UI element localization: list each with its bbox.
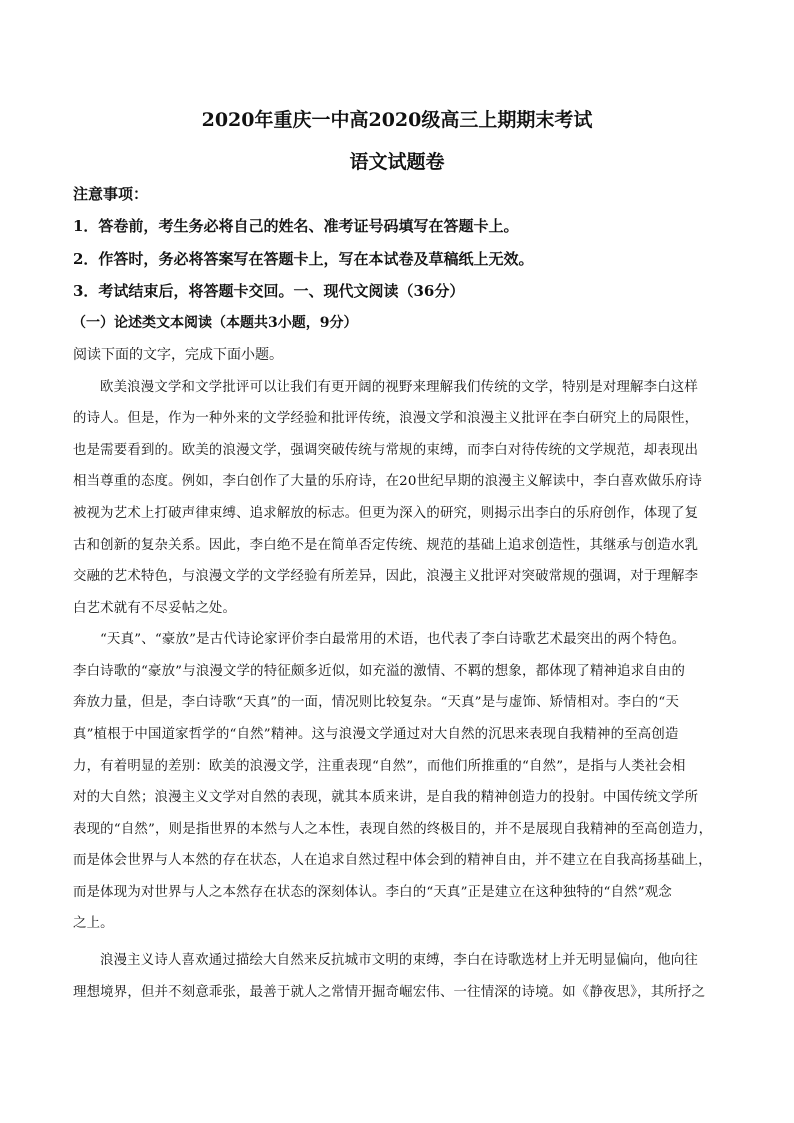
passage-line: 白艺术就有不尽妥帖之处。 — [73, 601, 237, 616]
exam-subtitle: 语文试题卷 — [349, 151, 445, 173]
notice-item-1: 1．答卷前，考生务必将自己的姓名、准考证号码填写在答题卡上。 — [73, 217, 519, 235]
passage-line: 浪漫主义诗人喜欢通过描绘大自然来反抗城市文明的束缚，李白在诗歌选材上并无明显偏向，他向往 — [100, 953, 698, 968]
notice-item-3: 3．考试结束后，将答题卡交回。一、现代文阅读（36分） — [73, 282, 465, 300]
reading-instruction: 阅读下面的文字，完成下面小题。 — [73, 347, 283, 363]
notice-heading: 注意事项： — [73, 185, 149, 203]
section-heading: （一）论述类文本阅读（本题共3小题，9分） — [72, 315, 358, 331]
passage-line: “天真”、“豪放”是古代诗论家评价李白最常用的术语，也代表了李白诗歌艺术最突出的两个特色。 — [100, 632, 686, 647]
passage-line: 而是体会世界与人本然的存在状态，人在追求自然过程中体会到的精神自由，并不建立在自我高扬基础上， — [73, 853, 712, 868]
passage-line: 而是体现为对世界与人之本然存在状态的深刻体认。李白的“天真”正是建立在这种独特的“自然”观念 — [73, 885, 672, 900]
passage-line: 也是需要看到的。欧美的浪漫文学，强调突破传统与常规的束缚，而李白对待传统的文学规范，却表现出 — [73, 443, 699, 458]
passage-line: 交融的艺术特色，与浪漫文学的文学经验有所差异，因此，浪漫主义批评对突破常规的强调，对于理解李 — [73, 569, 699, 584]
passage-line: 力，有着明显的差别：欧美的浪漫文学，注重表现“自然”，而他们所推重的“自然”，是指与人类社会相 — [73, 759, 686, 774]
passage-line: 李白诗歌的“豪放”与浪漫文学的特征颇多近似，如充溢的激情、不羁的想象，都体现了精神追求自由的 — [73, 664, 686, 679]
notice-item-2: 2．作答时，务必将答案写在答题卡上，写在本试卷及草稿纸上无效。 — [73, 250, 534, 268]
passage-line: 奔放力量，但是，李白诗歌“天真”的一面，情况则比较复杂。“天真”是与虚饰、矫情相对。李白的“天 — [73, 695, 680, 710]
passage-line: 对的大自然；浪漫主义文学对自然的表现，就其本质来讲，是自我的精神创造力的投射。中国传统文学所 — [73, 790, 699, 805]
passage-line: 相当尊重的态度。例如，李白创作了大量的乐府诗，在20世纪早期的浪漫主义解读中，李白喜欢做乐府诗 — [73, 474, 703, 489]
passage-line: 理想境界，但并不刻意乖张，最善于就人之常情开掘奇崛宏伟、一往情深的诗境。如《静夜思》，其所抒之 — [73, 985, 706, 1000]
passage-line: 表现的“自然”，则是指世界的本然与人之本性，表现自然的终极目的，并不是展现自我精神的至高创造力， — [73, 822, 713, 837]
passage-line: 古和创新的复杂关系。因此，李白绝不是在简单否定传统、规范的基础上追求创造性，其继承与创造水乳 — [73, 538, 699, 553]
passage-line: 被视为艺术上打破声律束缚、追求解放的标志。但更为深入的研究，则揭示出李白的乐府创作，体现了复 — [73, 506, 699, 521]
passage-line: 真”植根于中国道家哲学的“自然”精神。这与浪漫文学通过对大自然的沉思来表现自我精神的至高创造 — [73, 727, 679, 742]
passage-line: 之上。 — [73, 916, 114, 931]
passage-line: 的诗人。但是，作为一种外来的文学经验和批评传统，浪漫文学和浪漫主义批评在李白研究上的局限性， — [73, 411, 699, 426]
passage-line: 欧美浪漫文学和文学批评可以让我们有更开阔的视野来理解我们传统的文学，特别是对理解李白这样 — [100, 380, 698, 395]
exam-title: 2020年重庆一中高2020级高三上期期末考试 — [201, 109, 593, 131]
